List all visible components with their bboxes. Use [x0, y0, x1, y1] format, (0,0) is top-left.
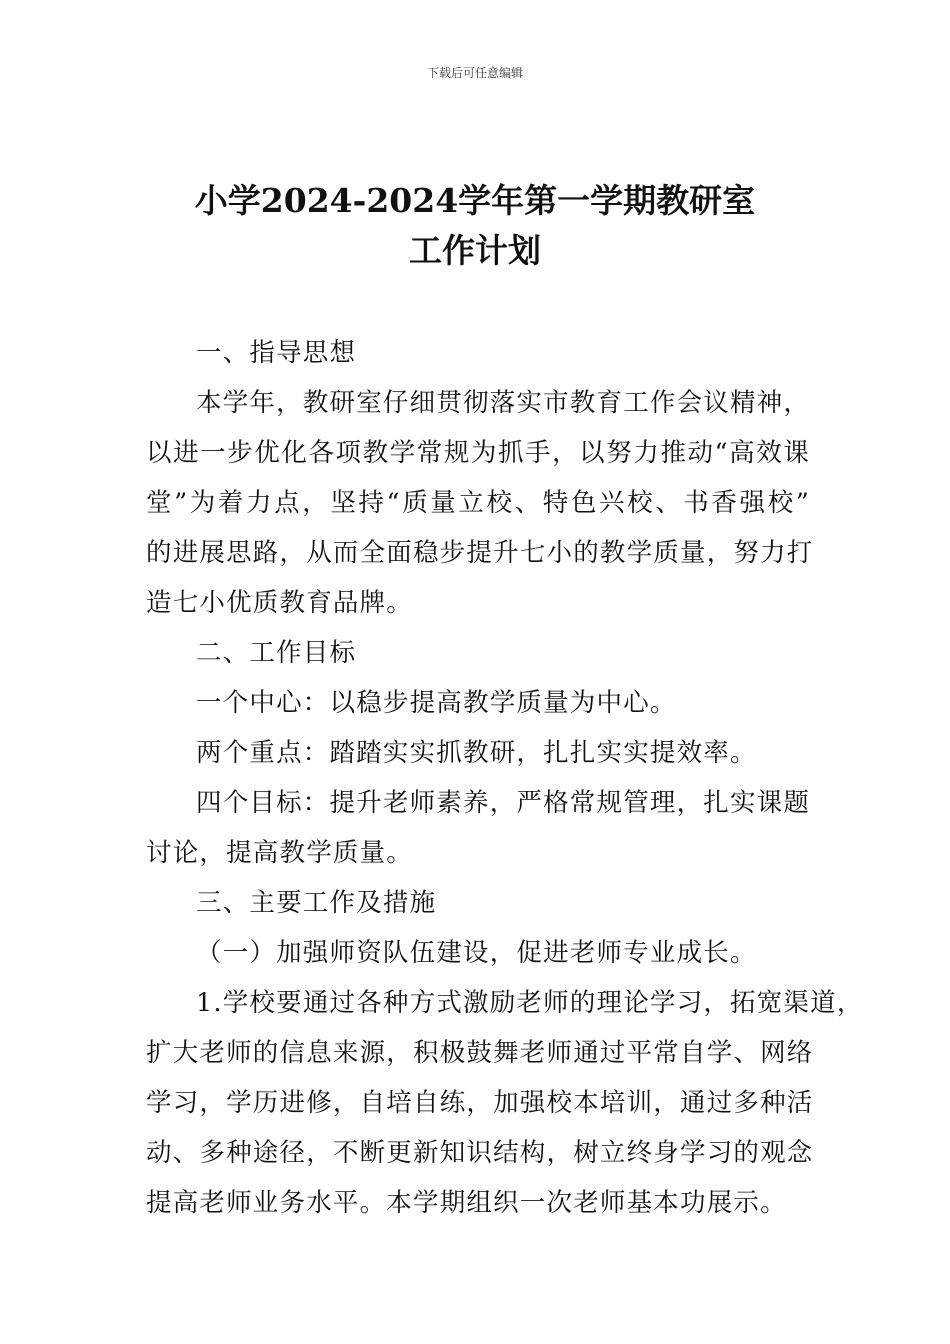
section-heading-main-work: 三、主要工作及措施	[196, 888, 437, 918]
header-note: 下载后可任意编辑	[426, 66, 523, 80]
paragraph-line: 造七小优质教育品牌。	[146, 588, 414, 618]
goal-line-one-center: 一个中心：以稳步提高教学质量为中心。	[196, 688, 677, 718]
paragraph-line: 扩大老师的信息来源，积极鼓舞老师通过平常自学、网络	[146, 1038, 814, 1068]
paragraph-line: 以进一步优化各项教学常规为抓手，以努力推动“高效课	[146, 438, 810, 468]
paragraph-line: 学习，学历进修，自培自练，加强校本培训，通过多种活	[146, 1088, 814, 1118]
section-heading-guiding-ideology: 一、指导思想	[196, 338, 357, 368]
paragraph-line: 提高老师业务水平。本学期组织一次老师基本功展示。	[146, 1188, 787, 1218]
paragraph-line: 堂”为着力点，坚持“质量立校、特色兴校、书香强校”	[146, 488, 810, 518]
paragraph-line: 1.学校要通过各种方式激励老师的理论学习，拓宽渠道，	[196, 988, 864, 1018]
goal-line-four-targets: 四个目标：提升老师素养，严格常规管理，扎实课题	[196, 788, 811, 818]
paragraph-line: 本学年，教研室仔细贯彻落实市教育工作会议精神，	[196, 388, 811, 418]
subsection-heading: （一）加强师资队伍建设，促进老师专业成长。	[196, 938, 757, 968]
document-body	[146, 328, 864, 1228]
paragraph-line: 讨论，提高教学质量。	[146, 838, 414, 868]
paragraph-line: 的进展思路，从而全面稳步提升七小的教学质量，努力打	[146, 538, 814, 568]
document-title	[0, 176, 950, 276]
title-line-2: 工作计划	[409, 231, 541, 270]
goal-line-two-focus: 两个重点：踏踏实实抓教研，扎扎实实提效率。	[196, 738, 757, 768]
paragraph-line: 动、多种途径，不断更新知识结构，树立终身学习的观念	[146, 1138, 814, 1168]
title-line-1: 小学2024-2024学年第一学期教研室	[194, 181, 756, 220]
section-heading-work-goals: 二、工作目标	[196, 638, 357, 668]
